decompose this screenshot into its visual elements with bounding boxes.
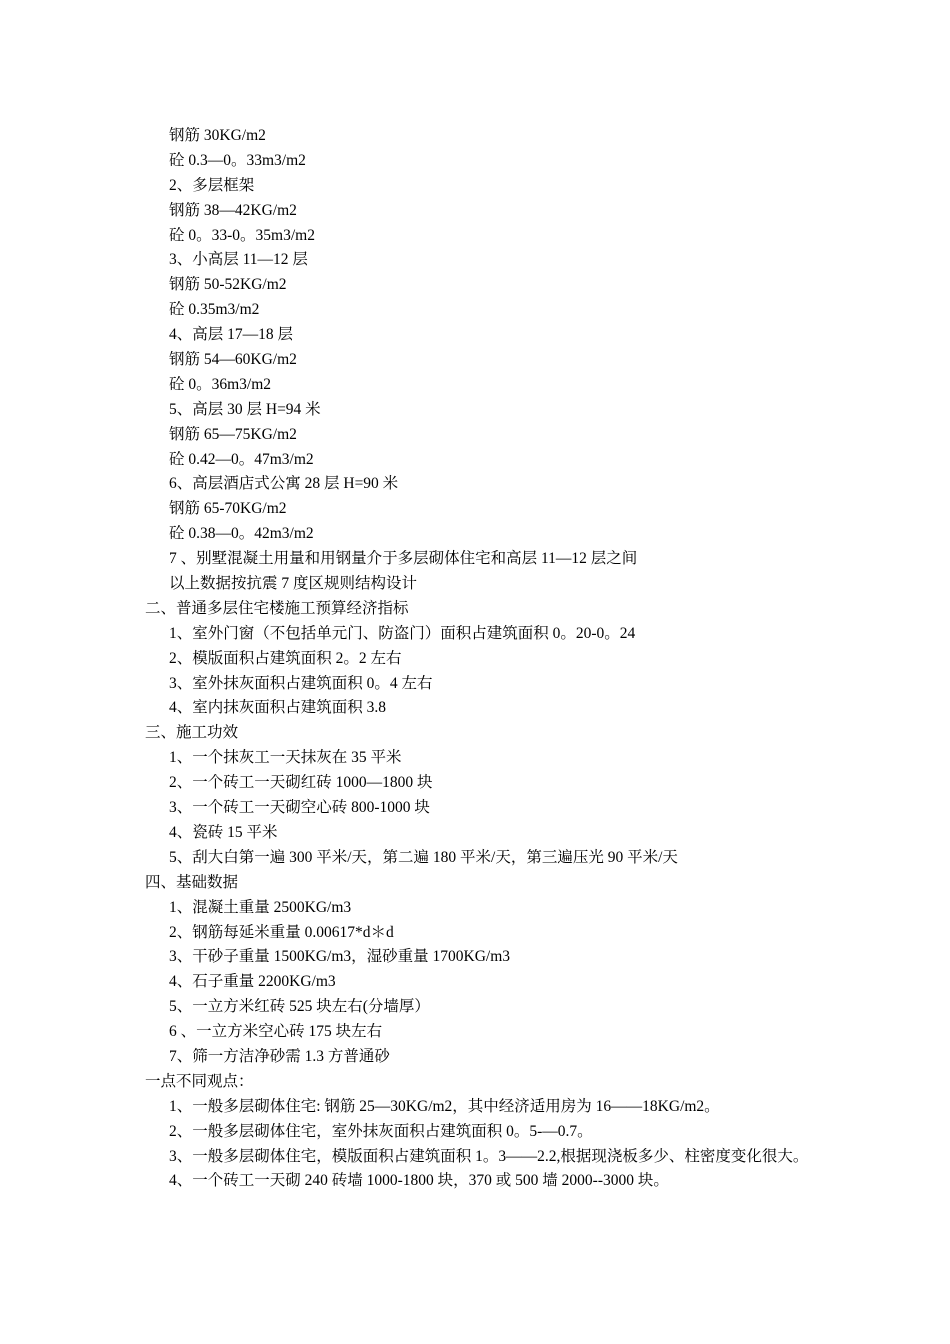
text-line: 2、模版面积占建筑面积 2。2 左右 xyxy=(169,649,402,667)
text-line: 1、室外门窗（不包括单元门、防盗门）面积占建筑面积 0。20-0。24 xyxy=(169,624,636,642)
text-line: 砼 0。36m3/m2 xyxy=(169,375,272,393)
text-line: 4、石子重量 2200KG/m3 xyxy=(169,973,336,991)
text-line: 5、一立方米红砖 525 块左右(分墙厚） xyxy=(169,998,430,1016)
text-line: 以上数据按抗震 7 度区规则结构设计 xyxy=(169,575,418,593)
text-line: 砼 0.3—0。33m3/m2 xyxy=(169,151,306,169)
text-line: 1、一般多层砌体住宅: 钢筋 25—30KG/m2，其中经济适用房为 16——18KG/m2。 xyxy=(169,1097,720,1115)
text-line: 2、钢筋每延米重量 0.00617*d＊d xyxy=(169,923,394,941)
text-line: 3、室外抹灰面积占建筑面积 0。4 左右 xyxy=(169,674,433,692)
text-line: 4、高层 17—18 层 xyxy=(169,326,294,344)
text-line: 3、小高层 11—12 层 xyxy=(169,251,308,269)
text-line: 5、高层 30 层 H=94 米 xyxy=(169,400,321,418)
text-line: 砼 0.42—0。47m3/m2 xyxy=(169,450,314,468)
section-heading: 一点不同观点： xyxy=(145,1072,254,1090)
text-line: 4、室内抹灰面积占建筑面积 3.8 xyxy=(169,699,387,717)
text-line: 3、干砂子重量 1500KG/m3，湿砂重量 1700KG/m3 xyxy=(169,948,511,966)
text-line: 1、一个抹灰工一天抹灰在 35 平米 xyxy=(169,749,402,767)
section-heading: 四、基础数据 xyxy=(145,873,239,891)
text-line: 6 、一立方米空心砖 175 块左右 xyxy=(169,1023,383,1041)
text-line: 钢筋 65-70KG/m2 xyxy=(169,500,287,518)
text-line: 7 、别墅混凝土用量和用钢量介于多层砌体住宅和高层 11—12 层之间 xyxy=(169,550,638,568)
text-line: 钢筋 65—75KG/m2 xyxy=(169,425,297,443)
text-line: 7、筛一方洁净砂需 1.3 方普通砂 xyxy=(169,1047,390,1065)
text-line: 2、一个砖工一天砌红砖 1000—1800 块 xyxy=(169,774,433,792)
section-heading: 二、普通多层住宅楼施工预算经济指标 xyxy=(145,599,409,617)
text-line: 钢筋 50-52KG/m2 xyxy=(169,276,287,294)
text-line: 1、混凝土重量 2500KG/m3 xyxy=(169,898,352,916)
document-body xyxy=(145,124,825,1194)
text-line: 3、一个砖工一天砌空心砖 800-1000 块 xyxy=(169,799,430,817)
text-line: 砼 0。33-0。35m3/m2 xyxy=(169,226,315,244)
text-line: 2、多层框架 xyxy=(169,176,255,194)
text-line: 砼 0.35m3/m2 xyxy=(169,301,260,319)
text-line: 钢筋 38—42KG/m2 xyxy=(169,201,297,219)
text-line: 4、一个砖工一天砌 240 砖墙 1000-1800 块，370 或 500 墙 2000--3000 块。 xyxy=(169,1172,669,1190)
text-line: 钢筋 54—60KG/m2 xyxy=(169,351,297,369)
text-line: 4、瓷砖 15 平米 xyxy=(169,823,278,841)
text-line: 钢筋 30KG/m2 xyxy=(169,127,266,144)
text-line: 2、一般多层砌体住宅，室外抹灰面积占建筑面积 0。5-—0.7。 xyxy=(169,1122,593,1140)
text-line: 5、刮大白第一遍 300 平米/天，第二遍 180 平米/天，第三遍压光 90 平米/天 xyxy=(169,848,678,866)
text-line: 砼 0.38—0。42m3/m2 xyxy=(169,525,314,543)
text-line: 3、一般多层砌体住宅，模版面积占建筑面积 1。3——2.2,根据现浇板多少、柱密度变化很大。 xyxy=(169,1147,809,1165)
text-line: 6、高层酒店式公寓 28 层 H=90 米 xyxy=(169,475,399,493)
section-heading: 三、施工功效 xyxy=(145,724,239,742)
